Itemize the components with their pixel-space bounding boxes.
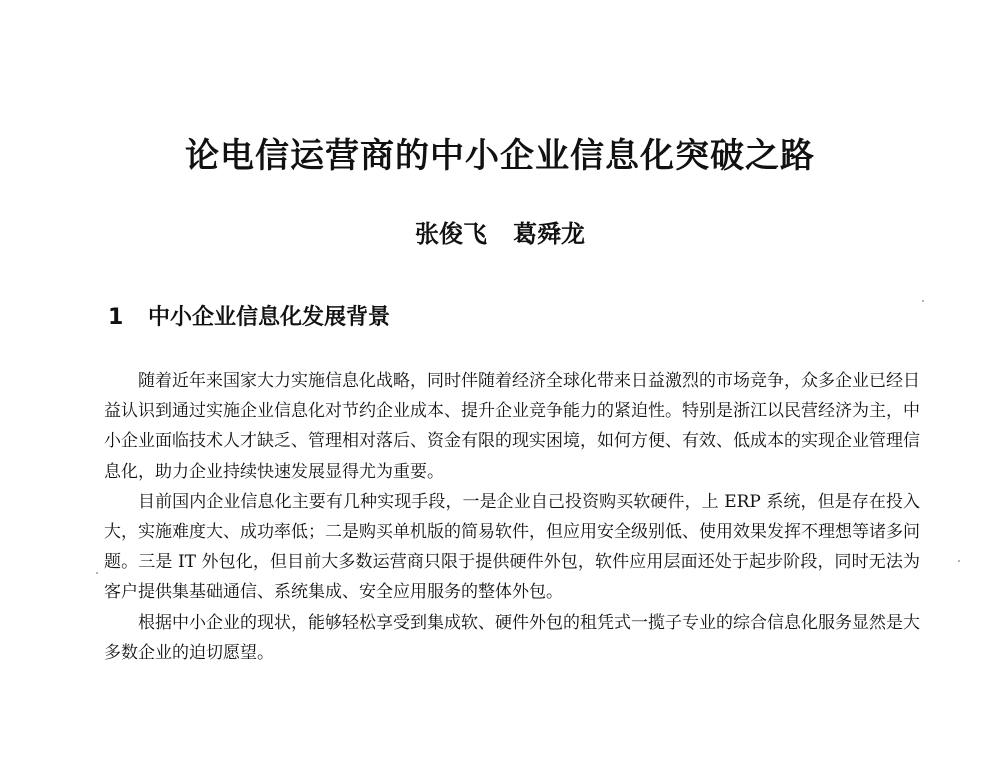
scan-speck [958, 560, 960, 562]
author-name: 葛舜龙 [513, 219, 585, 248]
author-name: 张俊飞 [415, 219, 487, 248]
section-heading [108, 302, 390, 334]
paper-title: 论电信运营商的中小企业信息化突破之路 [185, 136, 815, 176]
scan-speck [96, 572, 98, 574]
section-number: 1 [108, 305, 124, 330]
paragraph: 随着近年来国家大力实施信息化战略，同时伴随着经济全球化带来日益激烈的市场竞争，众多企业已经日益认识到通过实施企业信息化对节约企业成本、提升企业竞争能力的紧迫性。特别是浙江以民营经济为主，中小企业面临技术人才缺乏、管理相对落后、资金有限的现实困境，如何方便、有效、低成本的实现企业管理信息化，助力企业持续快速发展显得尤为重要。 [104, 371, 920, 482]
body-text [104, 366, 920, 668]
section-title: 中小企业信息化发展背景 [148, 305, 391, 330]
paragraph: 根据中小企业的现状，能够轻松享受到集成软、硬件外包的租凭式一揽子专业的综合信息化服务显然是大多数企业的迫切愿望。 [104, 612, 920, 663]
paragraph: 目前国内企业信息化主要有几种实现手段，一是企业自己投资购买软硬件，上 ERP 系统，但是存在投入大，实施难度大、成功率低；二是购买单机版的简易软件，但应用安全级别低、使用效果发挥不理想等诸多问题。三是 IT 外包化，但目前大多数运营商只限于提供硬件外包，软件应用层面还处于起步阶段，同时无法为客户提供集基础通信、系统集成、安全应用服务的整体外包。 [104, 491, 920, 603]
author-line [0, 218, 1000, 250]
scan-speck [922, 300, 924, 302]
